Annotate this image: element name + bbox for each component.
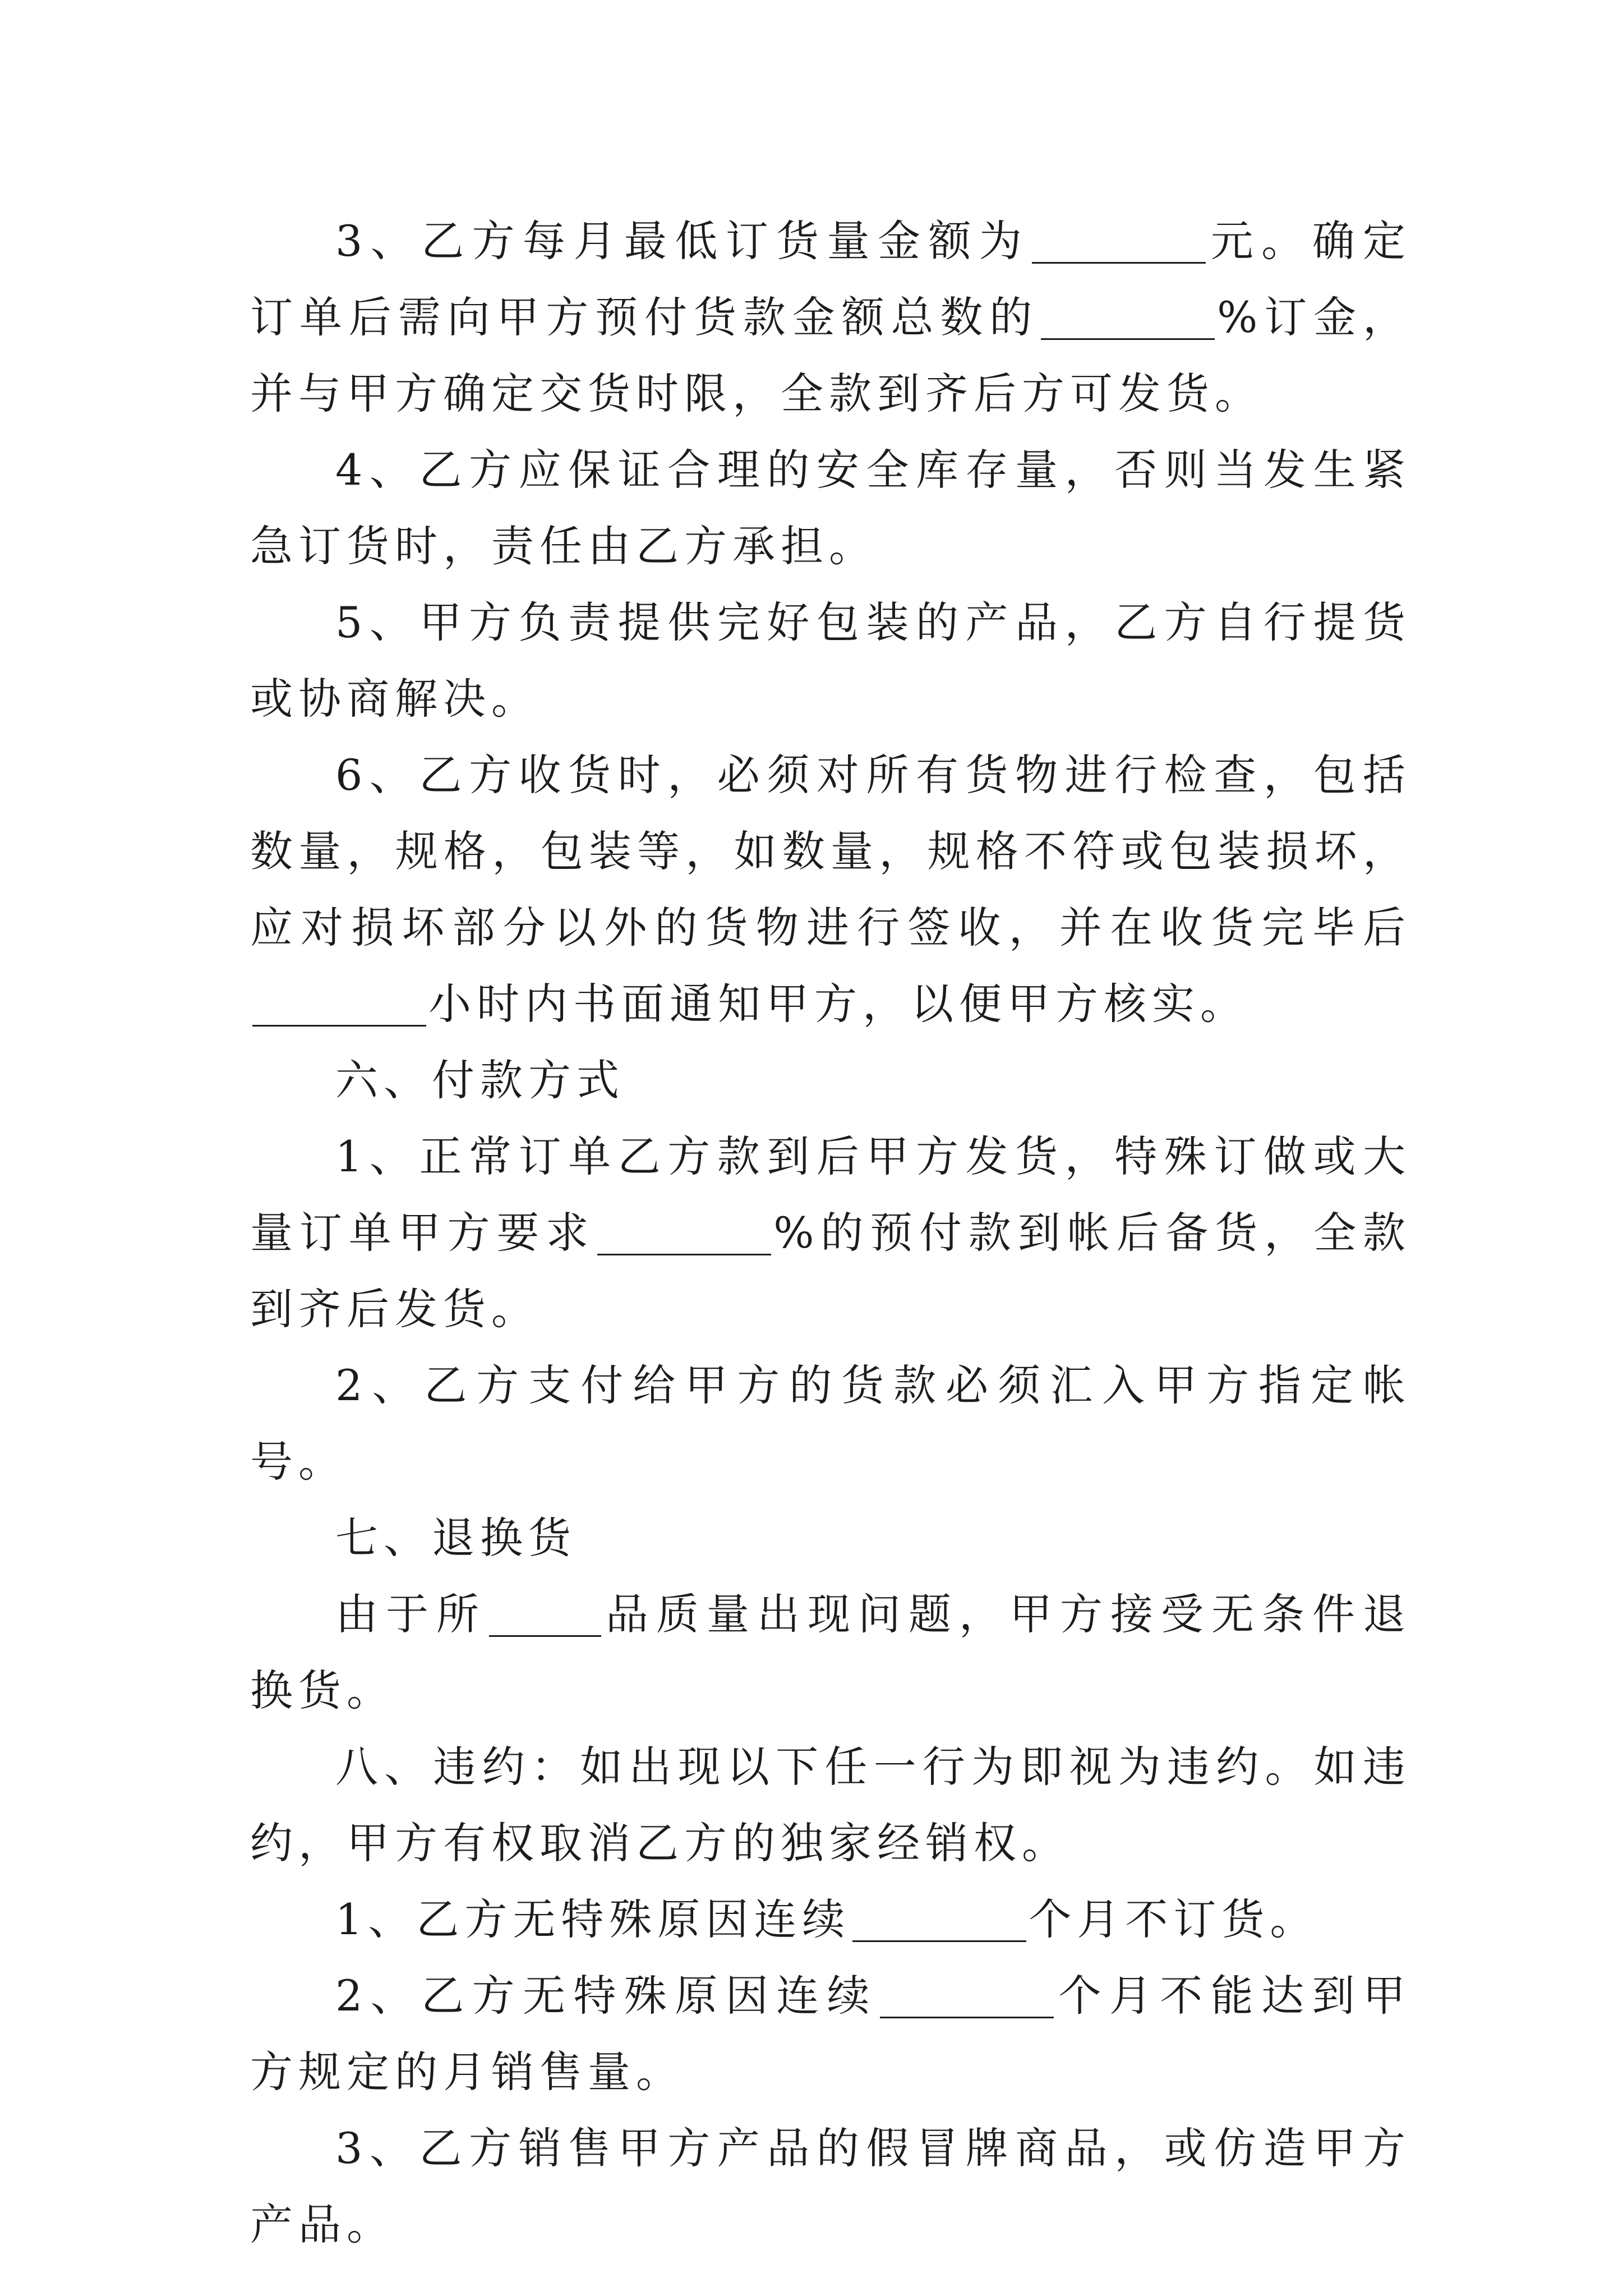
clause-text: 由于所 [335,1589,487,1639]
blank-fill-line [489,1590,601,1637]
payment-clause-2 [250,1347,1411,1500]
section-heading-returns [250,1500,1411,1576]
section-heading-breach [250,1729,1411,1881]
clause-text: 3、乙方每月最低订货量金额为 [335,216,1030,266]
clause-text: 4、乙方应保证合理的安全库存量，否则当发生紧急订货时，责任由乙方承担。 [250,445,1411,571]
clause-text: 个月不能达到甲方规定的月销售量。 [250,1971,1412,2097]
section-heading-payment [250,1042,1411,1119]
breach-clause-3 [250,2110,1411,2263]
clause-text: 品质量出现问题，甲方接受无条件退换货。 [250,1589,1411,1715]
blank-fill-line [1041,293,1215,340]
clause-text: 6、乙方收货时，必须对所有货物进行检查，包括数量，规格，包装等，如数量，规格不符或包装损坏，应对损坏部分以外的货物进行签收，并在收货完毕后 [250,750,1411,953]
clause-text: 元。确定订单后需向甲方预付货款金额总数的 [250,216,1411,342]
clause-text: %订金，并与甲方确定交货时限，全款到齐后方可发货。 [250,292,1412,418]
breach-clause-1 [250,1881,1411,1958]
breach-clause-2 [250,1958,1411,2110]
payment-clause-1 [250,1119,1411,1347]
clause-text: 1、正常订单乙方款到后甲方发货，特殊订做或大量订单甲方要求 [250,1131,1411,1258]
section-title: 六、付款方式 [335,1055,625,1105]
clause-3-order-amount [250,203,1411,432]
clause-text: 个月不订货。 [1029,1894,1318,1944]
clause-text: 5、甲方负责提供完好包装的产品，乙方自行提货或协商解决。 [250,597,1411,724]
clause-text: 1、乙方无特殊原因连续 [335,1894,851,1944]
blank-fill-line [880,1972,1054,2018]
clause-6-inspection [250,737,1411,1042]
clause-5-packaging [250,585,1411,737]
clause-text: 2、乙方无特殊原因连续 [335,1971,878,2021]
clause-text: %的预付款到帐后备货，全款到齐后发货。 [250,1208,1412,1334]
contract-body [250,203,1411,2263]
returns-clause [250,1576,1411,1729]
section-title: 七、退换货 [335,1513,577,1563]
blank-fill-line [852,1895,1026,1942]
clause-4-safety-stock [250,432,1411,585]
blank-fill-line [597,1209,771,1255]
blank-fill-line [1032,217,1206,264]
clause-text: 小时内书面通知甲方，以便甲方核实。 [428,979,1248,1029]
section-title: 八、违约：如出现以下任一行为即视为违约。如违约，甲方有权取消乙方的独家经销权。 [250,1742,1411,1868]
clause-text: 3、乙方销售甲方产品的假冒牌商品，或仿造甲方产品。 [250,2123,1411,2249]
clause-text: 2、乙方支付给甲方的货款必须汇入甲方指定帐号。 [250,1360,1411,1487]
blank-fill-line [252,980,426,1027]
